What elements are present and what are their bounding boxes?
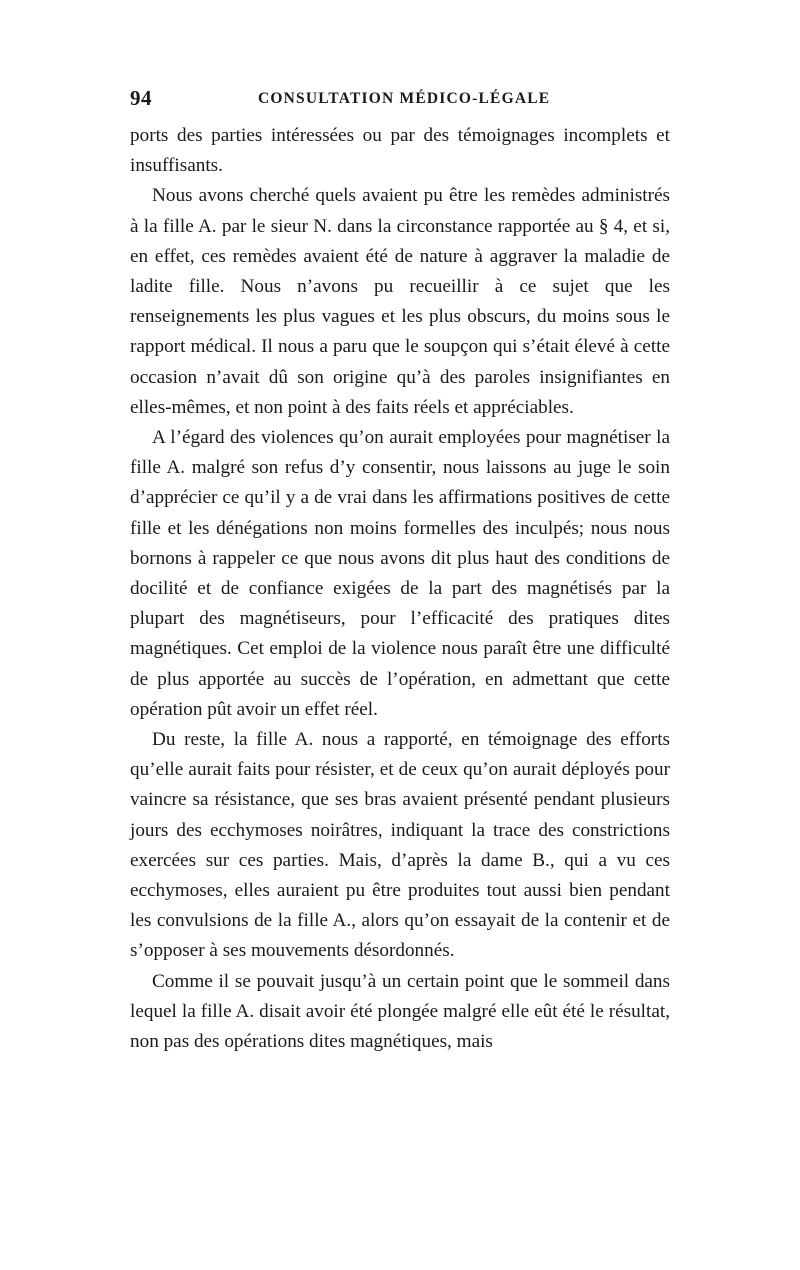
paragraph-continuation: ports des parties intéressées ou par des témoignages incomplets et insuffisants. <box>130 125 670 177</box>
paragraph: Nous avons cherché quels avaient pu être les remèdes administrés à la fille A. par le sieur N. dans la circonstance rapportée au § 4, et si, en effet, ces remèdes avaient été de nature à aggraver la maladie de ladite fille. Nous n’avons pu recueillir à ce sujet que les renseignements les plus vagues et les plus obscurs, du moins sous le rapport médical. Il nous a paru que le soupçon qui s’était élevé à cette occasion n’avait dû son origine qu’à des paroles insignifiantes en elles-mêmes, et non point à des faits réels et appréciables. <box>130 185 670 418</box>
running-head: CONSULTATION MÉDICO-LÉGALE <box>258 90 551 107</box>
body-text <box>130 121 670 1057</box>
page-number: 94 <box>130 86 152 110</box>
page-header <box>130 86 670 116</box>
paragraph: Comme il se pouvait jusqu’à un certain point que le sommeil dans lequel la fille A. disait avoir été plongée malgré elle eût été le résultat, non pas des opérations dites magnétiques, mais <box>130 970 670 1053</box>
paragraph: Du reste, la fille A. nous a rapporté, en témoignage des efforts qu’elle aurait faits pour résister, et de ceux qu’on aurait déployés pour vaincre sa résistance, que ses bras avaient présenté pendant plusieurs jours des ecchymoses noirâtres, indiquant la trace des constrictions exercées sur ces parties. Mais, d’après la dame B., qui a vu ces ecchymoses, elles auraient pu être produites tout aussi bien pendant les convulsions de la fille A., alors qu’on essayait de la contenir et de s’opposer à ses mouvements désordonnés. <box>130 729 670 962</box>
paragraph: A l’égard des violences qu’on aurait employées pour magnétiser la fille A. malgré son refus d’y consentir, nous laissons au juge le soin d’apprécier ce qu’il y a de vrai dans les affirmations positives de cette fille et les dénégations non moins formelles des inculpés; nous nous bornons à rappeler ce que nous avons dit plus haut des conditions de docilité et de confiance exigées de la part des magnétisés par la plupart des magnétiseurs, pour l’efficacité des pratiques dites magnétiques. Cet emploi de la violence nous paraît être une difficulté de plus apportée au succès de l’opération, en admettant que cette opération pût avoir un effet réel. <box>130 427 670 720</box>
